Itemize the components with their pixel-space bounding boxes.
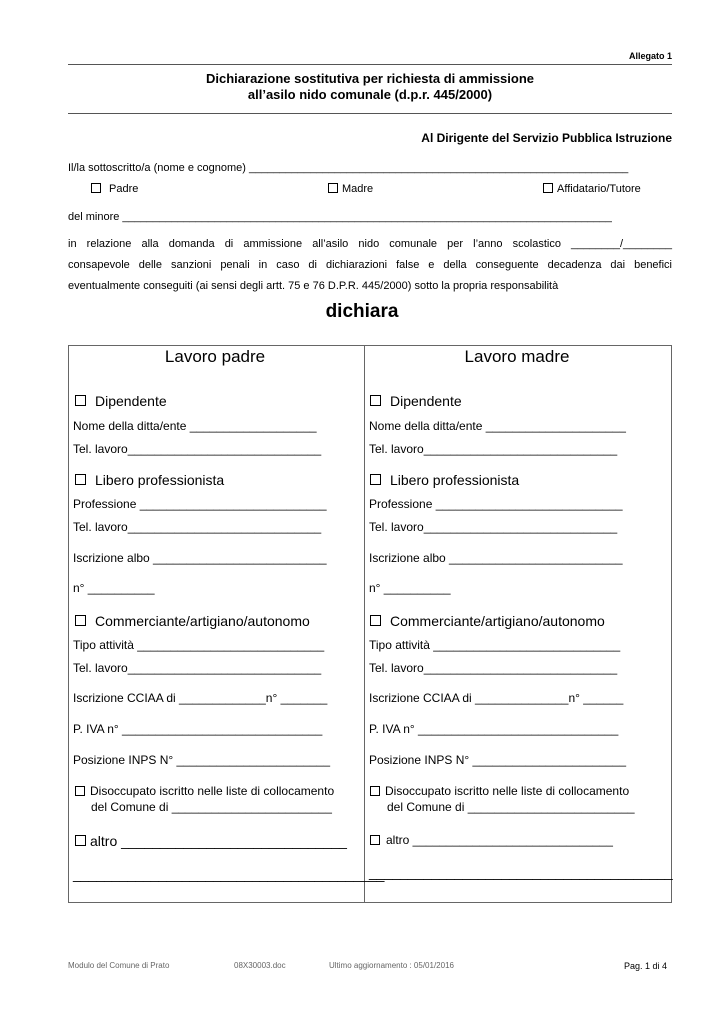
intro-text-line2: consapevole delle sanzioni penali in caso di dichiarazioni false e della conseguente decadenza dai benefici <box>68 259 672 271</box>
padre-libero-label: Libero professionista <box>95 472 225 488</box>
madre-libero-option[interactable] <box>370 472 519 488</box>
madre-ditta-field[interactable]: Nome della ditta/ente _____________________ <box>369 419 626 433</box>
madre-albo-field[interactable]: Iscrizione albo __________________________ <box>369 551 623 565</box>
title-rule <box>68 113 672 114</box>
madre-commerciante-label: Commerciante/artigiano/autonomo <box>390 613 605 629</box>
madre-comune-field[interactable]: del Comune di _________________________ <box>387 800 635 814</box>
role-padre-label: Padre <box>109 183 139 195</box>
checkbox-icon[interactable] <box>370 835 380 845</box>
role-madre-option[interactable] <box>328 183 373 195</box>
madre-altro-field[interactable]: altro ______________________________ <box>386 833 613 847</box>
padre-commerciante-label: Commerciante/artigiano/autonomo <box>95 613 310 629</box>
checkbox-icon[interactable] <box>370 474 381 485</box>
padre-cciaa-field[interactable]: Iscrizione CCIAA di _____________n° _______ <box>73 691 328 705</box>
padre-professione-field[interactable]: Professione ____________________________ <box>73 497 327 511</box>
footer-modulo: Modulo del Comune di Prato <box>68 961 170 970</box>
intro-text-line1: in relazione alla domanda di ammissione all’asilo nido comunale per l’anno scolastico ________/________ <box>68 238 672 250</box>
madre-numero-field[interactable]: n° __________ <box>369 581 451 595</box>
madre-dipendente-option[interactable] <box>370 393 462 409</box>
document-title-line2: all’asilo nido comunale (d.p.r. 445/2000) <box>247 87 493 102</box>
padre-tipo-field[interactable]: Tipo attività ____________________________ <box>73 638 325 652</box>
checkbox-icon[interactable] <box>91 183 101 193</box>
padre-column-title: Lavoro padre <box>164 347 266 366</box>
minor-field[interactable]: del minore ________________________________________________________________________________ <box>68 211 612 223</box>
footer-page-number: Pag. 1 di 4 <box>623 961 667 971</box>
padre-numero-field[interactable]: n° __________ <box>73 581 155 595</box>
checkbox-icon[interactable] <box>75 395 86 406</box>
padre-tel3-field[interactable]: Tel. lavoro_____________________________ <box>73 661 322 675</box>
padre-dipendente-label: Dipendente <box>95 393 167 409</box>
madre-iva-field[interactable]: P. IVA n° ______________________________ <box>369 722 619 736</box>
padre-libero-option[interactable] <box>75 472 224 488</box>
padre-tel1-field[interactable]: Tel. lavoro_____________________________ <box>73 442 322 456</box>
madre-commerciante-option[interactable] <box>370 613 605 629</box>
checkbox-icon[interactable] <box>328 183 338 193</box>
checkbox-icon[interactable] <box>543 183 553 193</box>
madre-inps-field[interactable]: Posizione INPS N° _______________________ <box>369 753 627 767</box>
padre-iva-field[interactable]: P. IVA n° ______________________________ <box>73 722 323 736</box>
role-madre-label: Madre <box>342 183 374 195</box>
document-title-line1: Dichiarazione sostitutiva per richiesta di ammissione <box>206 71 534 86</box>
madre-tipo-field[interactable]: Tipo attività ____________________________ <box>369 638 621 652</box>
padre-inps-field[interactable]: Posizione INPS N° _______________________ <box>73 753 331 767</box>
madre-professione-field[interactable]: Professione ____________________________ <box>369 497 623 511</box>
allegato-label: Allegato 1 <box>628 51 672 61</box>
checkbox-icon[interactable] <box>75 615 86 626</box>
checkbox-icon[interactable] <box>75 474 86 485</box>
checkbox-icon[interactable] <box>75 835 86 846</box>
padre-blank-line[interactable]: ________________________________________ <box>73 866 385 882</box>
madre-libero-label: Libero professionista <box>390 472 520 488</box>
madre-column-title: Lavoro madre <box>464 347 570 366</box>
padre-disoccupato-label: Disoccupato iscritto nelle liste di collocamento <box>90 784 335 798</box>
padre-dipendente-option[interactable] <box>75 393 167 409</box>
role-affidatario-option[interactable] <box>543 183 641 195</box>
padre-altro-field[interactable]: altro _____________________________ <box>90 833 347 849</box>
padre-ditta-field[interactable]: Nome della ditta/ente ___________________ <box>73 419 317 433</box>
padre-comune-field[interactable]: del Comune di ________________________ <box>91 800 332 814</box>
madre-tel1-field[interactable]: Tel. lavoro_____________________________ <box>369 442 618 456</box>
checkbox-icon[interactable] <box>370 395 381 406</box>
madre-blank-line[interactable]: _______________________________________ <box>369 864 673 880</box>
top-rule <box>68 64 672 65</box>
madre-disoccupato-option[interactable] <box>370 784 629 798</box>
recipient: Al Dirigente del Servizio Pubblica Istruzione <box>421 131 672 145</box>
role-padre-option[interactable] <box>91 183 138 195</box>
padre-tel2-field[interactable]: Tel. lavoro_____________________________ <box>73 520 322 534</box>
table-divider <box>364 345 365 903</box>
dichiara-heading: dichiara <box>325 301 399 322</box>
checkbox-icon[interactable] <box>370 786 380 796</box>
signer-field[interactable]: Il/la sottoscritto/a (nome e cognome) ______________________________________________________________ <box>68 162 629 174</box>
padre-altro-option[interactable] <box>75 833 347 849</box>
padre-commerciante-option[interactable] <box>75 613 310 629</box>
madre-disoccupato-label: Disoccupato iscritto nelle liste di collocamento <box>385 784 630 798</box>
footer-aggiornamento: Ultimo aggiornamento : 05/01/2016 <box>329 961 454 970</box>
checkbox-icon[interactable] <box>370 615 381 626</box>
madre-altro-option[interactable] <box>370 833 613 847</box>
footer-file: 08X30003.doc <box>234 961 286 970</box>
madre-cciaa-field[interactable]: Iscrizione CCIAA di ______________n° ______ <box>369 691 624 705</box>
role-affidatario-label: Affidatario/Tutore <box>557 183 641 195</box>
madre-tel2-field[interactable]: Tel. lavoro_____________________________ <box>369 520 618 534</box>
checkbox-icon[interactable] <box>75 786 85 796</box>
padre-disoccupato-option[interactable] <box>75 784 334 798</box>
madre-dipendente-label: Dipendente <box>390 393 462 409</box>
madre-tel3-field[interactable]: Tel. lavoro_____________________________ <box>369 661 618 675</box>
padre-albo-field[interactable]: Iscrizione albo __________________________ <box>73 551 327 565</box>
intro-text-line3: eventualmente conseguiti (ai sensi degli artt. 75 e 76 D.P.R. 445/2000) sotto la propria responsabilità <box>68 280 559 292</box>
